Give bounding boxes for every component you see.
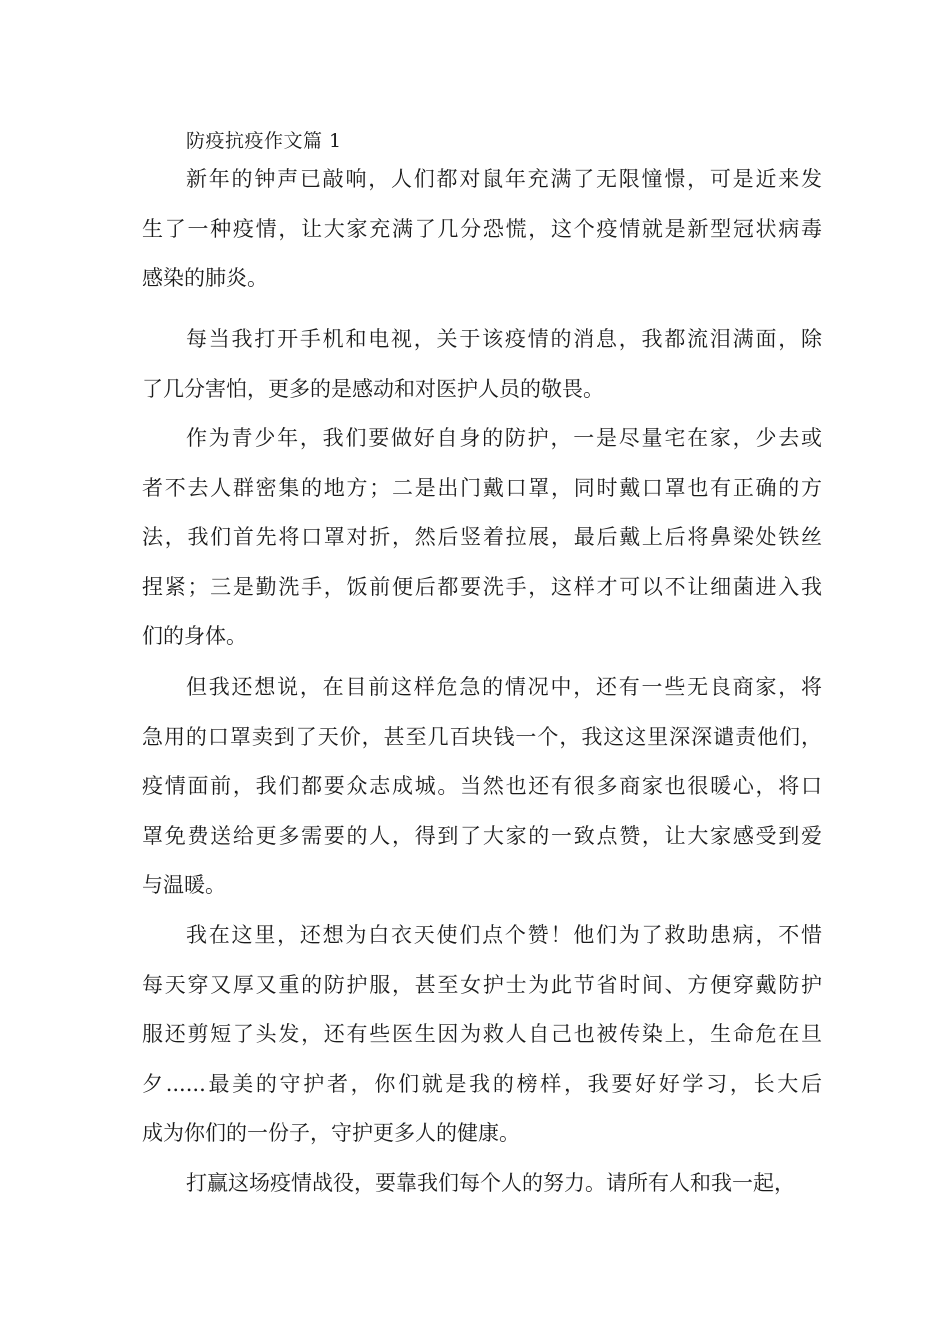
paragraph-line: 了几分害怕，更多的是感动和对医护人员的敬畏。 bbox=[142, 376, 604, 401]
paragraph bbox=[142, 414, 822, 662]
paragraph-line: 们的身体。 bbox=[142, 624, 247, 648]
paragraph-line: 者不去人群密集的地方；二是出门戴口罩，同时戴口罩也有正确的方 bbox=[142, 475, 822, 500]
paragraph-line: 每天穿又厚又重的防护服，甚至女护士为此节省时间、方便穿戴防护 bbox=[142, 972, 822, 997]
paragraph-line: 罩免费送给更多需要的人，得到了大家的一致点赞，让大家感受到爱 bbox=[142, 823, 822, 848]
paragraph-line: 我在这里，还想为白衣天使们点个赞！他们为了救助患病，不惜 bbox=[186, 923, 822, 947]
paragraph-line: 但我还想说，在目前这样危急的情况中，还有一些无良商家，将 bbox=[186, 675, 822, 699]
paragraph-line: 成为你们的一份子，守护更多人的健康。 bbox=[142, 1121, 520, 1145]
paragraph-line: 疫情面前，我们都要众志成城。当然也还有很多商家也很暖心，将口 bbox=[142, 774, 822, 798]
paragraph-line: 打赢这场疫情战役，要靠我们每个人的努力。请所有人和我一起， bbox=[186, 1171, 795, 1195]
paragraph-line: 与温暖。 bbox=[142, 873, 226, 897]
paragraph-line: 新年的钟声已敲响，人们都对鼠年充满了无限憧憬，可是近来发 bbox=[186, 167, 822, 191]
paragraph bbox=[142, 155, 822, 304]
paragraph-line: 生了一种疫情，让大家充满了几分恐慌，这个疫情就是新型冠状病毒 bbox=[142, 216, 822, 241]
paragraph-line: 作为青少年，我们要做好自身的防护，一是尽量宅在家，少去或 bbox=[186, 426, 822, 450]
paragraph-line: 服还剪短了头发，还有些医生因为救人自己也被传染上，生命危在旦 bbox=[142, 1022, 822, 1046]
paragraph bbox=[142, 663, 822, 911]
paragraph bbox=[142, 911, 822, 1159]
document-heading: 防疫抗疫作文篇 1 bbox=[186, 130, 342, 152]
paragraph bbox=[142, 315, 822, 414]
paragraph-line: 急用的口罩卖到了天价，甚至几百块钱一个，我这这里深深谴责他们， bbox=[142, 724, 822, 749]
paragraph-line: 法，我们首先将口罩对折，然后竖着拉展，最后戴上后将鼻梁处铁丝 bbox=[142, 525, 822, 549]
paragraph-line: 感染的肺炎。 bbox=[142, 266, 268, 290]
paragraph-line: 夕......最美的守护者，你们就是我的榜样，我要好好学习，长大后 bbox=[142, 1071, 822, 1096]
paragraph-line: 每当我打开手机和电视，关于该疫情的消息，我都流泪满面，除 bbox=[186, 327, 822, 351]
paragraph-line: 捏紧；三是勤洗手，饭前便后都要洗手，这样才可以不让细菌进入我 bbox=[142, 574, 822, 599]
paragraph bbox=[142, 1159, 822, 1209]
